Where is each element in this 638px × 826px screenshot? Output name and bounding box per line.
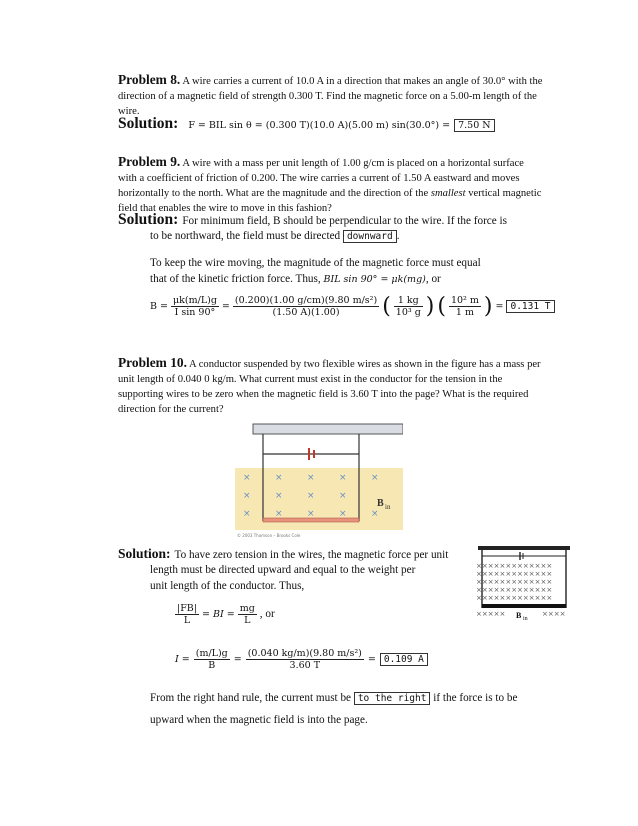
problem-9-text-end: vertical magnetic field that enables the wire to move in this fashion? (118, 188, 542, 214)
eq2-f1-den: B (208, 660, 216, 671)
eq1-mid: = BI = (201, 609, 235, 620)
svg-text:×: × (307, 473, 315, 483)
small-support (478, 546, 570, 550)
eq2-equals: = (233, 654, 242, 665)
problem-10-rhr-line2: upward when the magnetic field is into the page. (150, 714, 368, 726)
problem-9-line2-end: . (396, 230, 400, 242)
svg-text:×: × (339, 491, 347, 501)
eqB-fraction-3 (394, 295, 423, 318)
problem-8-text: A wire carries a current of 10.0 A in a direction that makes an angle of 30.0° with the direction of a magnetic field of strength 0.300 T. Find the magnetic force on a 5.00-m length of the wire. (118, 76, 543, 117)
svg-text:×××××××××××××: ××××××××××××× (476, 586, 553, 594)
field-label-B: B (377, 498, 384, 509)
eq1-lhs-den: L (183, 615, 191, 626)
small-x-marks (476, 562, 565, 618)
problem-10-sol-line3: unit length of the conductor. Thus, (150, 580, 305, 592)
rhr-text-b: if the force is to be (433, 692, 518, 704)
svg-text:×: × (275, 491, 283, 501)
svg-text:×××××××××××××: ××××××××××××× (476, 578, 553, 586)
problem-10-eq2 (175, 648, 428, 671)
eq2-fraction-2 (246, 648, 364, 671)
eq1-lhs (175, 603, 199, 626)
problem-8-title: Problem 8. (118, 72, 181, 87)
problem-8-statement (118, 72, 543, 119)
svg-text:×: × (243, 473, 251, 483)
problem-9-B-equation (150, 294, 555, 319)
svg-text:×: × (371, 509, 379, 519)
eqB-paren-open-2: ( (437, 294, 446, 319)
problem-8-equation: F = BIL sin θ = (0.300 T)(10.0 A)(5.00 m) sin(30.0°) = (188, 120, 451, 131)
eq2-f2-num: (0.040 kg/m)(9.80 m/s²) (247, 648, 362, 659)
eqB-fraction-2 (233, 295, 379, 318)
problem-8-solution (118, 115, 495, 133)
eq2-f1-num: (m/L)g (195, 648, 228, 659)
problem-9-line2-text: to be northward, the field must be directed (150, 230, 341, 242)
rhr-text-a: From the right hand rule, the current must be (150, 692, 352, 704)
solution-heading: Solution: (118, 115, 179, 132)
svg-text:×: × (243, 491, 251, 501)
problem-10-title: Problem 10. (118, 355, 187, 370)
svg-text:×: × (339, 509, 347, 519)
problem-10-eq1 (175, 603, 275, 626)
problem-9-solution-line1: For minimum field, B should be perpendicular to the wire. If the force is (182, 215, 507, 227)
svg-text:×××××: ××××× (476, 610, 506, 618)
eq2-f2-den: 3.60 T (289, 660, 321, 671)
rhr-direction-answer: to the right (354, 692, 431, 705)
eqB-equals-2: = (495, 301, 504, 312)
eqB-paren-open: ( (382, 294, 391, 319)
problem-9-direction-answer: downward (343, 230, 397, 243)
problem-9-statement (118, 154, 543, 216)
figure-credit: © 2003 Thomson – Brooks Cole (237, 533, 301, 538)
svg-text:×××××××××××××: ××××××××××××× (476, 570, 553, 578)
eq1-rhs-den: L (244, 615, 251, 626)
eqB-f2-num: (0.200)(1.00 g/cm)(9.80 m/s²) (234, 295, 378, 306)
eqB-f1-num: μk(m/L)g (172, 295, 217, 306)
problem-10-statement (118, 355, 543, 417)
problem-9-solution-line2 (150, 228, 400, 245)
small-label-sub: in (523, 616, 528, 622)
problem-9-friction-eq: BIL sin 90° = μk(mg) (323, 274, 426, 285)
eq1-rhs (238, 603, 257, 626)
eq2-lhs: I = (175, 654, 190, 665)
svg-text:×××××××××××××: ××××××××××××× (476, 562, 553, 570)
support-bar (253, 424, 403, 434)
eqB-lhs: B = (150, 301, 168, 312)
problem-9-para2a: To keep the wire moving, the magnitude of the magnetic force must equal (150, 257, 481, 269)
svg-text:×: × (275, 509, 283, 519)
problem-9-para2b-text: that of the kinetic friction force. Thus, (150, 273, 321, 285)
eqB-f1-den: I sin 90° (174, 307, 216, 318)
field-label-sub: in (385, 503, 391, 511)
eqB-paren-close-2: ) (483, 294, 493, 319)
small-label-B: B (516, 611, 522, 620)
eq2-equals-2: = (367, 654, 376, 665)
solution-heading: Solution: (118, 211, 179, 228)
problem-8-answer: 7.50 N (454, 119, 495, 132)
problem-10-text: A conductor suspended by two flexible wires as shown in the figure has a mass per unit length of 0.040 0 kg/m. What current must exist in the conductor for the tension in the supporting wires to be zero when the magnetic field is 3.60 T into the page? What is the required direction for the current? (118, 359, 541, 415)
eqB-fraction-1 (171, 295, 219, 318)
eqB-f3-num: 1 kg (394, 295, 423, 307)
problem-10-sol-line2: length must be directed upward and equal to the weight per (150, 564, 416, 576)
eq1-lhs-num: |FB| (177, 603, 197, 614)
conductor-figure (235, 422, 403, 540)
svg-text:×××××××××××××: ××××××××××××× (476, 594, 553, 602)
small-conductor (482, 604, 566, 608)
eqB-f2-den: (1.50 A)(1.00) (272, 307, 340, 318)
svg-text:×: × (307, 491, 315, 501)
problem-9-italic: smallest (430, 188, 466, 199)
problem-10-sol-line1: To have zero tension in the wires, the magnetic force per unit (174, 549, 449, 561)
problem-9-text: A wire with a mass per unit length of 1.00 g/cm is placed on a horizontal surface with a coefficient of friction of 0.200. The wire carries a current of 1.50 A eastward and moves horizontally to the north. What are the magnitude and the direction of the (118, 158, 524, 199)
eqB-fraction-4 (449, 295, 481, 318)
eqB-f4-den: 1 m (455, 307, 474, 318)
eqB-f3-den: 10³ g (395, 307, 421, 318)
solution-heading: Solution: (118, 546, 171, 561)
problem-10-rhr-line1 (150, 690, 517, 707)
svg-text:×: × (339, 473, 347, 483)
svg-text:×: × (307, 509, 315, 519)
problem-9-para2b (150, 271, 441, 288)
eqB-answer: 0.131 T (506, 300, 554, 313)
svg-text:×: × (275, 473, 283, 483)
eqB-equals: = (221, 301, 230, 312)
eq2-fraction-1 (194, 648, 230, 671)
small-field-figure (476, 546, 572, 628)
eqB-paren-close: ) (425, 294, 435, 319)
svg-text:×: × (243, 509, 251, 519)
problem-9-title: Problem 9. (118, 154, 181, 169)
eqB-f4-num: 10² m (450, 295, 479, 306)
eq1-end: , or (259, 608, 275, 620)
problem-9-para2b-end: , or (425, 273, 441, 285)
svg-text:××××: ×××× (542, 610, 566, 618)
svg-text:×: × (371, 473, 379, 483)
eq1-rhs-num: mg (239, 603, 255, 614)
eq2-answer: 0.109 A (380, 653, 428, 666)
